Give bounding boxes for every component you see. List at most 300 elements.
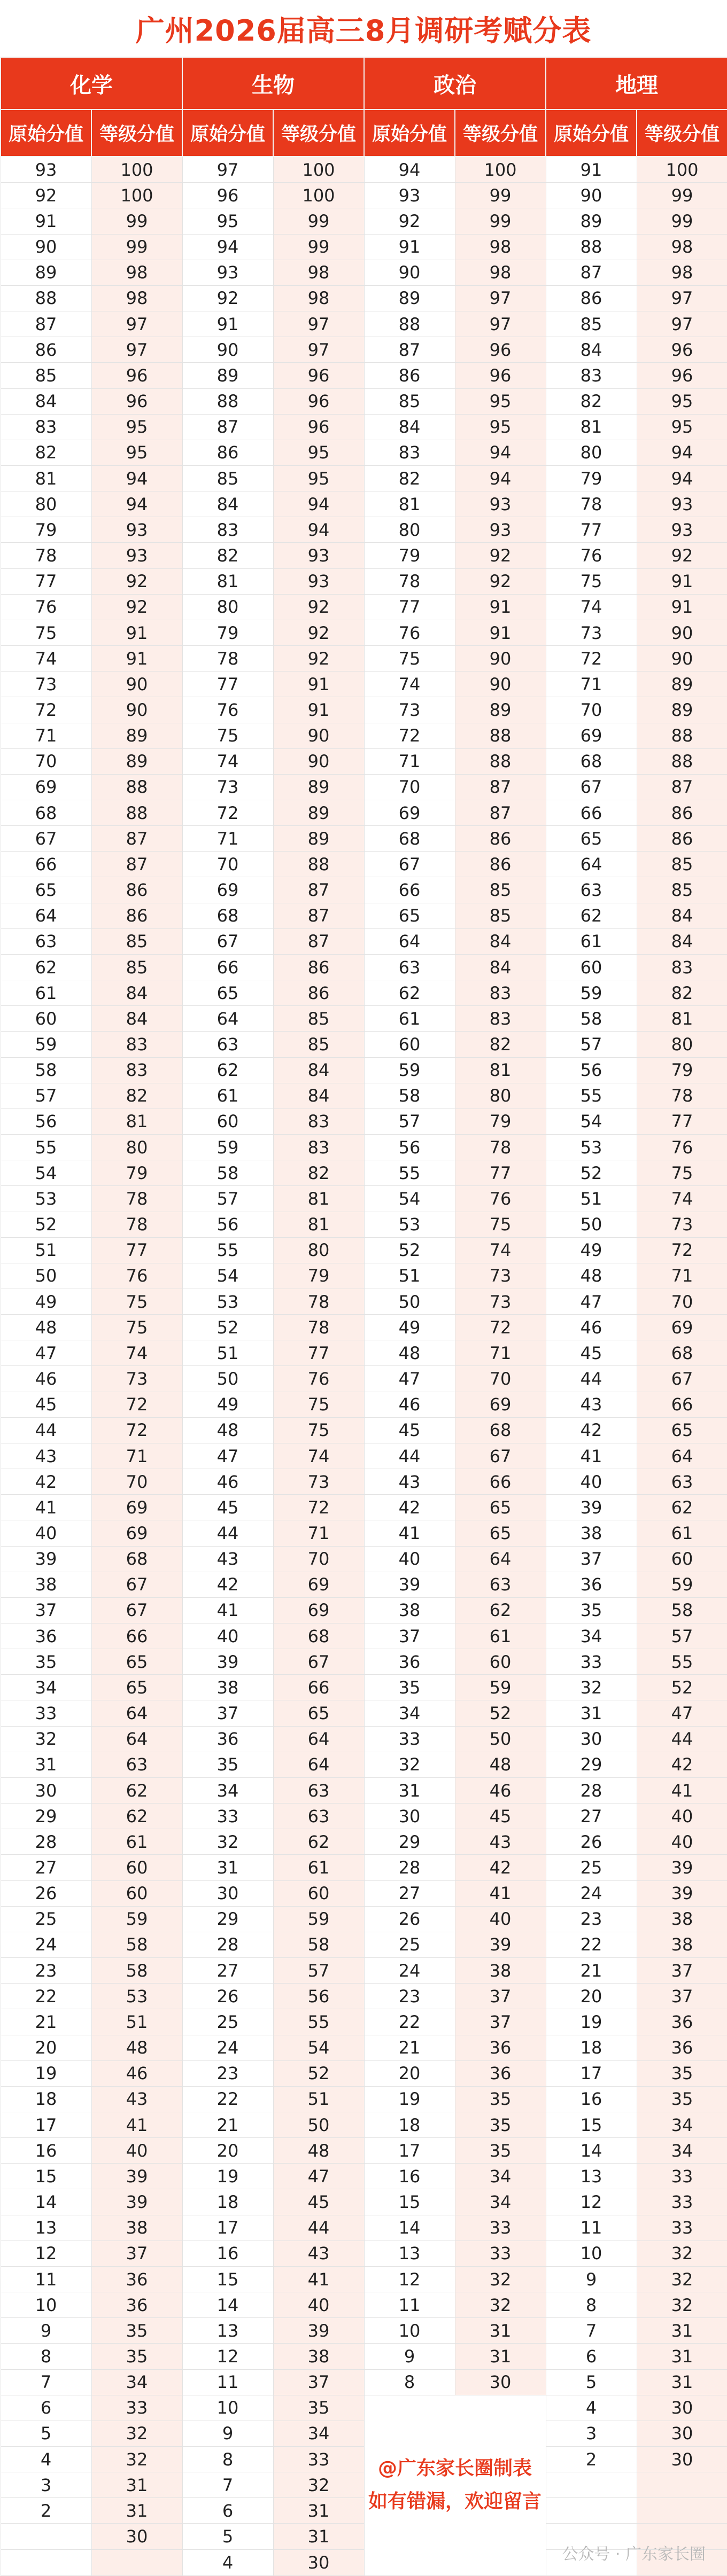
grade-score-cell: 32	[455, 2266, 546, 2292]
table-row	[1, 2086, 727, 2112]
raw-score-cell: 62	[364, 980, 455, 1006]
table-row	[1, 517, 727, 543]
table-row	[1, 311, 727, 337]
grade-score-cell: 35	[91, 2318, 182, 2344]
raw-score-cell: 2	[546, 2447, 637, 2472]
raw-score-cell: 31	[546, 1700, 637, 1726]
raw-score-cell: 84	[364, 414, 455, 440]
grade-score-cell: 36	[91, 2292, 182, 2318]
column-header-grade: 等级分值	[455, 110, 546, 157]
grade-score-cell: 34	[455, 2164, 546, 2189]
raw-score-cell: 49	[1, 1289, 91, 1314]
grade-score-cell: 63	[637, 1469, 727, 1495]
grade-score-cell: 58	[91, 1932, 182, 1957]
raw-score-cell: 70	[182, 852, 273, 877]
table-row	[1, 2472, 727, 2498]
raw-score-cell: 79	[182, 620, 273, 645]
grade-score-cell: 68	[273, 1623, 364, 1649]
grade-score-cell: 59	[455, 1675, 546, 1700]
raw-score-cell: 86	[182, 440, 273, 465]
raw-score-cell: 23	[546, 1906, 637, 1932]
grade-score-cell: 44	[273, 2215, 364, 2241]
raw-score-cell: 27	[1, 1855, 91, 1880]
raw-score-cell: 85	[364, 388, 455, 414]
grade-score-cell: 46	[91, 2060, 182, 2086]
raw-score-cell: 32	[182, 1829, 273, 1855]
grade-score-cell: 62	[455, 1597, 546, 1623]
raw-score-cell: 59	[182, 1135, 273, 1160]
raw-score-cell: 69	[1, 774, 91, 800]
grade-score-cell: 65	[455, 1520, 546, 1546]
raw-score-cell: 76	[364, 620, 455, 645]
raw-score-cell: 72	[546, 646, 637, 672]
grade-score-cell: 35	[455, 2112, 546, 2137]
raw-score-cell: 20	[364, 2060, 455, 2086]
grade-score-cell: 85	[455, 877, 546, 903]
grade-score-cell: 40	[637, 1829, 727, 1855]
grade-score-cell: 64	[637, 1443, 727, 1469]
grade-score-cell: 63	[273, 1777, 364, 1803]
grade-score-cell: 92	[91, 568, 182, 594]
grade-score-cell: 78	[91, 1212, 182, 1237]
table-row	[1, 1649, 727, 1675]
grade-score-cell: 87	[455, 774, 546, 800]
raw-score-cell: 64	[364, 928, 455, 954]
grade-score-cell: 37	[637, 1984, 727, 2009]
table-row	[1, 954, 727, 980]
raw-score-cell: 66	[364, 877, 455, 903]
grade-score-cell: 94	[637, 465, 727, 491]
raw-score-cell: 41	[182, 1597, 273, 1623]
table-row	[1, 1135, 727, 1160]
table-row	[1, 1315, 727, 1340]
raw-score-cell: 51	[364, 1263, 455, 1289]
grade-score-cell: 94	[273, 517, 364, 543]
raw-score-cell: 52	[364, 1237, 455, 1263]
raw-score-cell: 52	[546, 1160, 637, 1186]
grade-score-cell: 50	[455, 1726, 546, 1752]
raw-score-cell: 18	[1, 2086, 91, 2112]
grade-score-cell: 78	[637, 1083, 727, 1109]
raw-score-cell: 15	[364, 2189, 455, 2215]
grade-score-cell: 35	[455, 2138, 546, 2164]
raw-score-cell: 8	[546, 2292, 637, 2318]
grade-score-cell: 85	[91, 928, 182, 954]
table-row	[1, 1546, 727, 1572]
table-body	[1, 157, 727, 2576]
raw-score-cell: 36	[364, 1649, 455, 1675]
raw-score-cell: 25	[364, 1932, 455, 1957]
grade-score-cell: 89	[91, 748, 182, 774]
raw-score-cell: 34	[1, 1675, 91, 1700]
raw-score-cell: 37	[546, 1546, 637, 1572]
table-row	[1, 1726, 727, 1752]
raw-score-cell: 72	[364, 723, 455, 748]
grade-score-cell: 37	[455, 2009, 546, 2035]
grade-score-cell: 87	[273, 928, 364, 954]
raw-score-cell: 23	[182, 2060, 273, 2086]
table-row	[1, 2369, 727, 2395]
grade-score-cell: 75	[91, 1315, 182, 1340]
raw-score-cell: 37	[1, 1597, 91, 1623]
grade-score-cell: 31	[273, 2524, 364, 2549]
grade-score-cell: 31	[637, 2318, 727, 2344]
grade-score-cell: 95	[455, 388, 546, 414]
table-row	[1, 1083, 727, 1109]
raw-score-cell: 19	[1, 2060, 91, 2086]
raw-score-cell	[1, 2524, 91, 2549]
raw-score-cell: 80	[546, 440, 637, 465]
grade-score-cell: 96	[455, 337, 546, 363]
raw-score-cell: 67	[364, 852, 455, 877]
grade-score-cell: 96	[637, 337, 727, 363]
grade-score-cell: 52	[455, 1700, 546, 1726]
table-row	[1, 1006, 727, 1032]
table-row	[1, 1675, 727, 1700]
grade-score-cell: 92	[273, 646, 364, 672]
raw-score-cell: 7	[1, 2369, 91, 2395]
grade-score-cell: 36	[91, 2266, 182, 2292]
raw-score-cell: 91	[546, 157, 637, 183]
grade-score-cell: 57	[273, 1958, 364, 1984]
raw-score-cell: 48	[546, 1263, 637, 1289]
grade-score-cell: 65	[273, 1700, 364, 1726]
raw-score-cell: 18	[182, 2189, 273, 2215]
grade-score-cell: 33	[637, 2215, 727, 2241]
raw-score-cell: 52	[1, 1212, 91, 1237]
raw-score-cell: 28	[1, 1829, 91, 1855]
raw-score-cell: 35	[182, 1752, 273, 1777]
table-row	[1, 491, 727, 517]
raw-score-cell: 4	[1, 2447, 91, 2472]
grade-score-cell: 48	[455, 1752, 546, 1777]
raw-score-cell: 28	[546, 1777, 637, 1803]
raw-score-cell: 91	[1, 208, 91, 234]
raw-score-cell: 37	[364, 1623, 455, 1649]
raw-score-cell: 83	[364, 440, 455, 465]
raw-score-cell: 9	[546, 2266, 637, 2292]
grade-score-cell: 97	[637, 311, 727, 337]
raw-score-cell: 4	[182, 2549, 273, 2575]
grade-score-cell: 67	[91, 1597, 182, 1623]
table-row	[1, 1958, 727, 1984]
table-row	[1, 620, 727, 645]
raw-score-cell: 18	[364, 2112, 455, 2137]
raw-score-cell: 10	[546, 2241, 637, 2266]
grade-score-cell: 32	[637, 2292, 727, 2318]
table-row	[1, 1597, 727, 1623]
grade-score-cell: 95	[273, 440, 364, 465]
grade-score-cell: 80	[273, 1237, 364, 1263]
raw-score-cell: 67	[182, 928, 273, 954]
raw-score-cell: 16	[546, 2086, 637, 2112]
grade-score-cell: 31	[455, 2318, 546, 2344]
raw-score-cell: 33	[364, 1726, 455, 1752]
grade-score-cell: 71	[455, 1340, 546, 1366]
raw-score-cell: 77	[182, 672, 273, 697]
raw-score-cell: 26	[364, 1906, 455, 1932]
grade-score-cell: 70	[91, 1469, 182, 1495]
raw-score-cell: 50	[364, 1289, 455, 1314]
grade-score-cell: 81	[637, 1006, 727, 1032]
raw-score-cell: 9	[182, 2421, 273, 2446]
table-row	[1, 1623, 727, 1649]
grade-score-cell: 59	[637, 1572, 727, 1597]
raw-score-cell: 26	[546, 1829, 637, 1855]
raw-score-cell: 39	[546, 1495, 637, 1520]
grade-score-cell: 32	[273, 2472, 364, 2498]
raw-score-cell: 65	[546, 826, 637, 852]
grade-score-cell: 66	[637, 1392, 727, 1417]
raw-score-cell: 3	[1, 2472, 91, 2498]
table-row	[1, 903, 727, 928]
grade-score-cell: 84	[637, 928, 727, 954]
raw-score-cell: 40	[1, 1520, 91, 1546]
raw-score-cell: 19	[364, 2086, 455, 2112]
raw-score-cell: 93	[364, 183, 455, 208]
grade-score-cell: 74	[637, 1186, 727, 1212]
raw-score-cell: 19	[546, 2009, 637, 2035]
raw-score-cell: 5	[1, 2421, 91, 2446]
raw-score-cell: 51	[182, 1340, 273, 1366]
grade-score-cell: 86	[455, 826, 546, 852]
grade-score-cell: 60	[273, 1880, 364, 1906]
grade-score-cell: 93	[637, 491, 727, 517]
table-row	[1, 183, 727, 208]
grade-score-cell: 71	[91, 1443, 182, 1469]
raw-score-cell: 18	[546, 2035, 637, 2060]
grade-score-cell: 42	[455, 1855, 546, 1880]
table-row	[1, 1057, 727, 1083]
grade-score-cell: 87	[273, 903, 364, 928]
grade-score-cell: 96	[273, 388, 364, 414]
grade-score-cell: 32	[637, 2266, 727, 2292]
grade-score-cell: 51	[273, 2086, 364, 2112]
grade-score-cell: 79	[91, 1160, 182, 1186]
raw-score-cell: 6	[182, 2498, 273, 2524]
raw-score-cell: 61	[546, 928, 637, 954]
raw-score-cell: 63	[364, 954, 455, 980]
raw-score-cell: 41	[364, 1520, 455, 1546]
raw-score-cell: 26	[1, 1880, 91, 1906]
grade-score-cell: 37	[273, 2369, 364, 2395]
raw-score-cell: 73	[1, 672, 91, 697]
grade-score-cell: 91	[91, 620, 182, 645]
grade-score-cell: 36	[455, 2060, 546, 2086]
table-row	[1, 2498, 727, 2524]
raw-score-cell: 22	[182, 2086, 273, 2112]
grade-score-cell: 97	[273, 311, 364, 337]
raw-score-cell: 16	[364, 2164, 455, 2189]
grade-score-cell: 80	[455, 1083, 546, 1109]
raw-score-cell: 63	[182, 1032, 273, 1057]
table-row	[1, 260, 727, 285]
raw-score-cell: 65	[1, 877, 91, 903]
grade-score-cell: 57	[637, 1623, 727, 1649]
grade-score-cell: 79	[637, 1057, 727, 1083]
raw-score-cell: 81	[1, 465, 91, 491]
table-row	[1, 1289, 727, 1314]
grade-score-cell: 33	[273, 2447, 364, 2472]
grade-score-cell: 98	[455, 260, 546, 285]
grade-score-cell: 75	[91, 1289, 182, 1314]
raw-score-cell: 78	[1, 543, 91, 568]
table-row	[1, 2447, 727, 2472]
table-row	[1, 1932, 727, 1957]
grade-score-cell: 62	[637, 1495, 727, 1520]
raw-score-cell: 90	[364, 260, 455, 285]
grade-score-cell: 67	[273, 1649, 364, 1675]
raw-score-cell	[546, 2498, 637, 2524]
raw-score-cell: 70	[546, 697, 637, 723]
grade-score-cell: 78	[273, 1315, 364, 1340]
table-row	[1, 1777, 727, 1803]
grade-score-cell: 67	[637, 1366, 727, 1392]
raw-score-cell: 65	[182, 980, 273, 1006]
grade-score-cell: 99	[455, 208, 546, 234]
grade-score-cell: 75	[273, 1417, 364, 1443]
grade-score-cell: 36	[455, 2035, 546, 2060]
raw-score-cell: 62	[1, 954, 91, 980]
raw-score-cell: 19	[182, 2164, 273, 2189]
grade-score-cell: 76	[91, 1263, 182, 1289]
grade-score-cell: 98	[91, 260, 182, 285]
table-row	[1, 877, 727, 903]
subject-header-politics: 政治	[364, 57, 546, 110]
grade-score-cell: 35	[273, 2395, 364, 2421]
table-row	[1, 208, 727, 234]
raw-score-cell: 44	[182, 1520, 273, 1546]
raw-score-cell: 38	[1, 1572, 91, 1597]
grade-score-cell: 65	[455, 1495, 546, 1520]
grade-score-cell: 85	[273, 1006, 364, 1032]
table-row	[1, 1855, 727, 1880]
raw-score-cell: 40	[546, 1469, 637, 1495]
grade-score-cell: 98	[91, 285, 182, 311]
raw-score-cell: 57	[546, 1032, 637, 1057]
grade-score-cell: 99	[455, 183, 546, 208]
raw-score-cell: 83	[182, 517, 273, 543]
grade-score-cell: 32	[91, 2447, 182, 2472]
subject-header-biology: 生物	[182, 57, 364, 110]
grade-score-cell: 74	[273, 1443, 364, 1469]
raw-score-cell: 82	[546, 388, 637, 414]
grade-score-cell: 95	[273, 465, 364, 491]
raw-score-cell: 75	[546, 568, 637, 594]
grade-score-cell: 40	[273, 2292, 364, 2318]
raw-score-cell: 38	[546, 1520, 637, 1546]
table-row	[1, 1752, 727, 1777]
grade-score-cell: 91	[273, 672, 364, 697]
grade-score-cell: 88	[637, 723, 727, 748]
grade-score-cell: 84	[455, 928, 546, 954]
table-row	[1, 337, 727, 363]
table-row	[1, 1443, 727, 1469]
raw-score-cell: 5	[182, 2524, 273, 2549]
raw-score-cell: 44	[364, 1443, 455, 1469]
raw-score-cell: 52	[182, 1315, 273, 1340]
raw-score-cell: 58	[182, 1160, 273, 1186]
grade-score-cell: 31	[91, 2498, 182, 2524]
grade-score-cell: 68	[91, 1546, 182, 1572]
raw-score-cell: 22	[1, 1984, 91, 2009]
raw-score-cell: 60	[1, 1006, 91, 1032]
grade-score-cell: 83	[91, 1032, 182, 1057]
raw-score-cell: 80	[364, 517, 455, 543]
grade-score-cell: 45	[273, 2189, 364, 2215]
raw-score-cell: 81	[182, 568, 273, 594]
grade-score-cell: 41	[273, 2266, 364, 2292]
raw-score-cell: 45	[546, 1340, 637, 1366]
raw-score-cell: 64	[546, 852, 637, 877]
grade-score-cell: 52	[637, 1675, 727, 1700]
grade-score-cell: 77	[637, 1109, 727, 1134]
raw-score-cell: 17	[364, 2138, 455, 2164]
grade-score-cell: 41	[637, 1777, 727, 1803]
raw-score-cell: 39	[1, 1546, 91, 1572]
raw-score-cell: 90	[1, 234, 91, 260]
grade-score-cell: 69	[273, 1597, 364, 1623]
grade-score-cell: 92	[637, 543, 727, 568]
raw-score-cell: 53	[546, 1135, 637, 1160]
raw-score-cell: 69	[546, 723, 637, 748]
raw-score-cell: 42	[546, 1417, 637, 1443]
grade-score-cell: 97	[455, 285, 546, 311]
grade-score-cell: 91	[637, 568, 727, 594]
grade-score-cell: 100	[455, 157, 546, 183]
raw-score-cell: 25	[546, 1855, 637, 1880]
raw-score-cell: 55	[182, 1237, 273, 1263]
raw-score-cell: 62	[182, 1057, 273, 1083]
raw-score-cell: 50	[1, 1263, 91, 1289]
raw-score-cell: 2	[1, 2498, 91, 2524]
grade-score-cell: 52	[273, 2060, 364, 2086]
raw-score-cell: 11	[182, 2369, 273, 2395]
grade-score-cell: 97	[637, 285, 727, 311]
raw-score-cell: 80	[1, 491, 91, 517]
column-header-raw: 原始分值	[1, 110, 91, 157]
raw-score-cell: 73	[182, 774, 273, 800]
raw-score-cell: 47	[546, 1289, 637, 1314]
grade-score-cell: 96	[637, 363, 727, 388]
raw-score-cell: 57	[1, 1083, 91, 1109]
grade-score-cell: 77	[91, 1237, 182, 1263]
raw-score-cell: 26	[182, 1984, 273, 2009]
raw-score-cell: 44	[1, 1417, 91, 1443]
raw-score-cell	[1, 2549, 91, 2575]
grade-score-cell: 76	[273, 1366, 364, 1392]
raw-score-cell: 59	[546, 980, 637, 1006]
raw-score-cell: 60	[182, 1109, 273, 1134]
raw-score-cell: 22	[364, 2009, 455, 2035]
grade-score-cell	[637, 2498, 727, 2524]
raw-score-cell: 43	[182, 1546, 273, 1572]
table-row	[1, 723, 727, 748]
column-header-grade: 等级分值	[91, 110, 182, 157]
raw-score-cell: 12	[546, 2189, 637, 2215]
grade-score-cell: 100	[91, 157, 182, 183]
raw-score-cell: 49	[546, 1237, 637, 1263]
grade-score-cell: 31	[637, 2344, 727, 2369]
watermark: 公众号 · 广东家长圈	[562, 2545, 706, 2564]
raw-score-cell: 6	[1, 2395, 91, 2421]
grade-score-cell: 75	[273, 1392, 364, 1417]
grade-score-cell: 94	[273, 491, 364, 517]
grade-score-cell: 78	[273, 1289, 364, 1314]
grade-score-cell: 55	[637, 1649, 727, 1675]
raw-score-cell: 79	[1, 517, 91, 543]
raw-score-cell: 35	[1, 1649, 91, 1675]
